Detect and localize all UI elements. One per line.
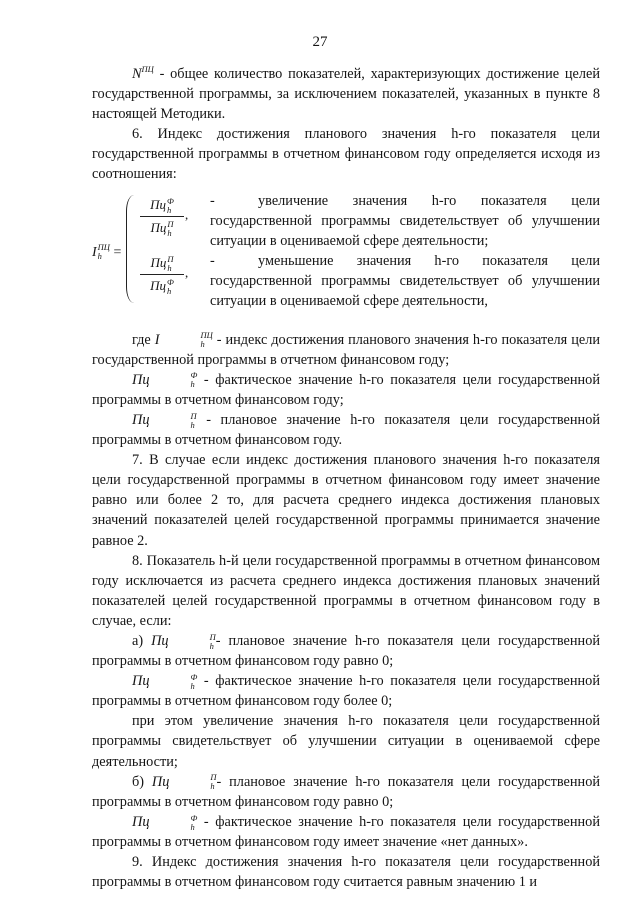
case-b-plan: б) Пц П h - плановое значение h-го показателя цели государственной программы в отчетном финансовом году равно 0; (92, 772, 601, 810)
paragraph-6: 6. Индекс достижения планового значения h-го показателя цели государственной программы в отчетном финансовом году определяется исходя из соотношения: (92, 126, 600, 183)
symbol-fact: Пц Ф h (132, 370, 198, 390)
symbol-fact-b: Пц Ф h (132, 812, 198, 832)
symbol-fact-a: Пц Ф h (132, 671, 198, 691)
symbol-n: $N^{ПЦ}$ (132, 64, 154, 82)
symbol-plan-a: Пц П h (151, 631, 216, 651)
case-a-fact: Пц Ф h - фактическое значение h-го показателя цели государственной программы в отчетном финансовом году более 0; (92, 671, 600, 710)
paragraph-8: 8. Показатель h-й цели государственной программы в отчетном финансовом году исключается из расчета среднего индекса достижения плановых значений показателей целей государственной программы в отчетном финансовом году в случае, если: (92, 552, 600, 629)
symbol-plan-b: Пц П h (151, 772, 217, 792)
document-body (92, 64, 600, 892)
formula-lhs: I ПЦ h = (92, 242, 122, 262)
case-b-fact: Пц Ф h - фактическое значение h-го показателя цели государственной программы в отчетном финансовом году имеет значение «нет данных». (92, 812, 600, 850)
case-a-plan: а) Пц П h - плановое значение h-го показателя цели государственной программы в отчетном финансовом году равно 0; (92, 631, 600, 670)
definition-fact: Пц Ф h - фактическое значение h-го показателя цели государственной программы в отчетном финансовом году; (92, 370, 600, 408)
formula-case1-fraction: Пц Ф h Пц П h (140, 195, 184, 238)
symbol-index: I ПЦ h (154, 330, 213, 350)
formula-case2-text: - уменьшение значения h-го показателя цели государственной программы свидетельствует об улучшении ситуации в оцениваемой сфере деятельности, (210, 252, 600, 309)
formula-index: I ПЦ h = Пц Ф h Пц П h , - увеличение значения h-го показателя цели государственной программы свидетельствует об улучшении ситуации в оцениваемой сфере деятельности; Пц П h Пц Ф h , - уменьшение значения h-го показателя цели государственной программы свидетельствует об улучшении ситуации в оцениваемой сфере деятельности, (92, 191, 600, 316)
definition-plan: Пц П h - плановое значение h-го показателя цели государственной программы в отчетном финансовом году. (92, 410, 600, 449)
paragraph-7: 7. В случае если индекс достижения планового значения h-го показателя цели государственной программы в отчетном финансовом году имеет значение равно или более 2 то, для расчета среднего индекса достижения плановых значений показателей целей государственной программы принимается значение равное 2. (92, 452, 600, 549)
paragraph-9: 9. Индекс достижения значения h-го показателя цели государственной программы в отчетном финансовом году считается равным значению 1 и (92, 854, 600, 891)
formula-case2-fraction: Пц П h Пц Ф h (140, 253, 184, 296)
paragraph-n-definition: $N^{ПЦ}$ - общее количество показателей, характеризующих достижение целей государственной программы, за исключением показателей, указанных в пункте 8 настоящей Методики. (92, 64, 600, 123)
definition-index: где I ПЦ h - индекс достижения планового значения h-го показателя цели государственной программы в отчетном финансовом году; (92, 330, 600, 368)
formula-case1-text: - увеличение значения h-го показателя цели государственной программы свидетельствует об улучшении ситуации в оцениваемой сфере деятельности; (210, 192, 600, 249)
case-a-note: при этом увеличение значения h-го показателя цели государственной программы свидетельствует об улучшении ситуации в оцениваемой сфере деятельности; (92, 713, 600, 770)
page-number: 27 (312, 34, 328, 50)
symbol-plan: Пц П h (132, 410, 197, 430)
formula-brace (126, 195, 134, 303)
